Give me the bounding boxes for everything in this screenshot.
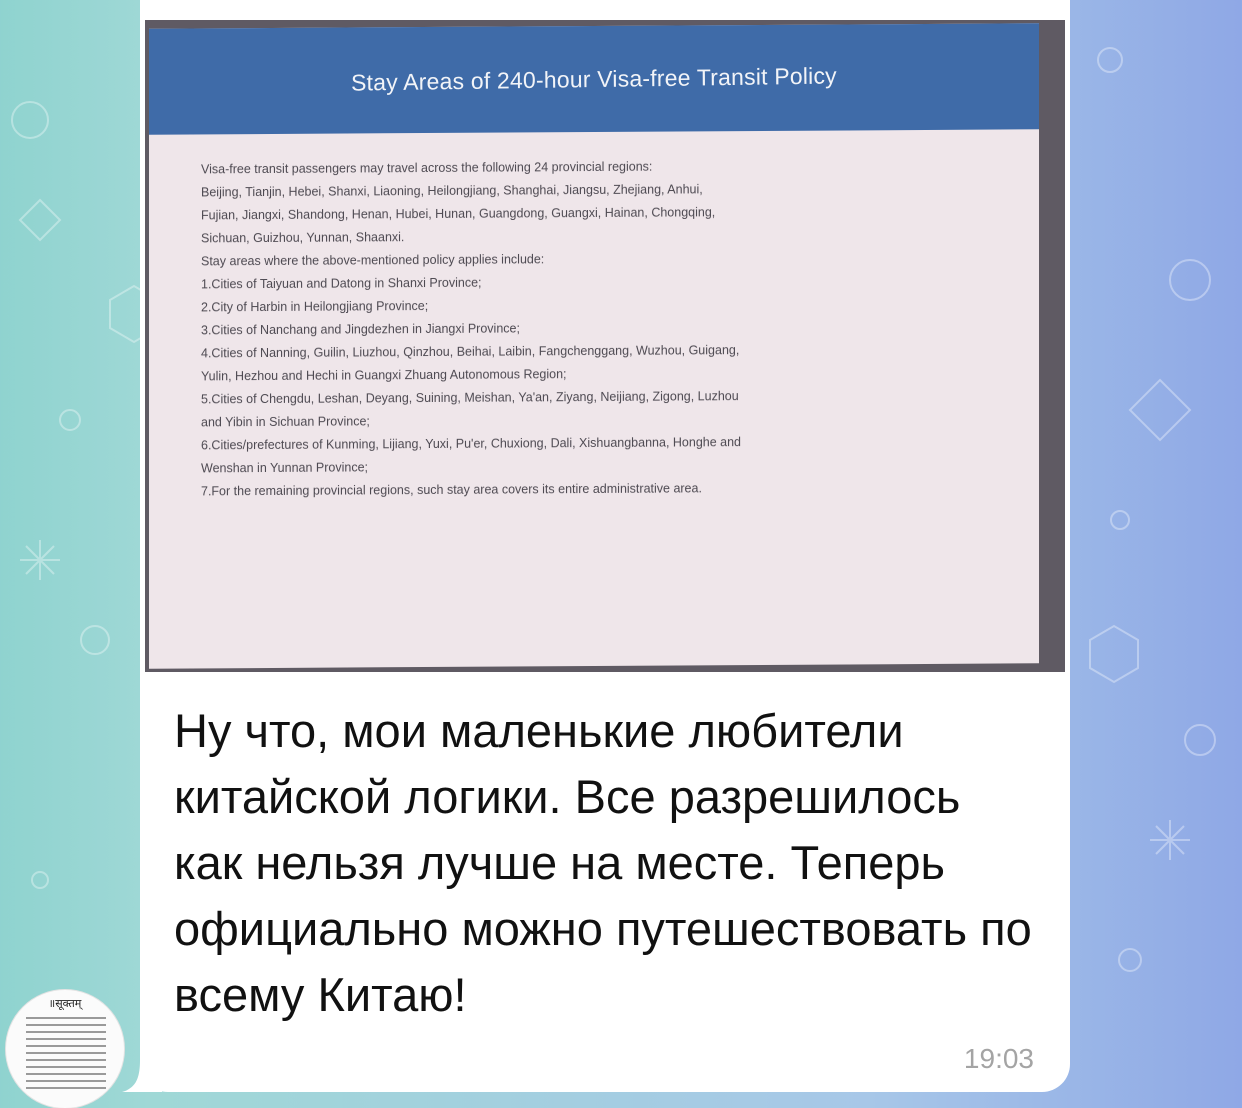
- card-line: Fujian, Jiangxi, Shandong, Henan, Hubei, Hunan, Guangdong, Guangxi, Hainan, Chongqing,: [201, 205, 716, 223]
- card-body: [201, 153, 1031, 503]
- card-line: Visa-free transit passengers may travel across the following 24 provincial regions:: [201, 159, 653, 177]
- card-line: Sichuan, Guizhou, Yunnan, Shaanxi.: [201, 230, 405, 246]
- card-line: 6.Cities/prefectures of Kunming, Lijiang, Yuxi, Pu'er, Chuxiong, Dali, Xishuangbanna, Honghe and: [201, 435, 741, 453]
- message-text: Ну что, мои маленькие любители китайской логики. Все разрешилось как нельзя лучше на месте. Теперь официально можно путешествовать по всему Китаю!: [174, 704, 1032, 1021]
- card-line: 7.For the remaining provincial regions, such stay area covers its entire administrative area.: [201, 481, 702, 499]
- message-photo[interactable]: [145, 20, 1065, 672]
- card-line: Wenshan in Yunnan Province;: [201, 460, 369, 476]
- avatar-title: ॥सूक्तम्: [48, 997, 82, 1010]
- card-line: Beijing, Tianjin, Hebei, Shanxi, Liaoning, Heilongjiang, Shanghai, Jiangsu, Zhejiang, Anhui,: [201, 182, 703, 200]
- card-line: 5.Cities of Chengdu, Leshan, Deyang, Suining, Meishan, Ya'an, Ziyang, Neijiang, Zigong, Luzhou: [201, 389, 739, 407]
- avatar-text-lines: [26, 1012, 106, 1094]
- avatar[interactable]: [6, 990, 124, 1108]
- card-line: Stay areas where the above-mentioned policy applies include:: [201, 252, 545, 269]
- card-line: 2.City of Harbin in Heilongjiang Province;: [201, 299, 429, 315]
- card-line: 4.Cities of Nanning, Guilin, Liuzhou, Qinzhou, Beihai, Laibin, Fangchenggang, Wuzhou, Guigang,: [201, 343, 740, 361]
- card-title: Stay Areas of 240-hour Visa-free Transit Policy: [350, 61, 838, 96]
- card-header: [149, 23, 1039, 134]
- card-line: and Yibin in Sichuan Province;: [201, 414, 370, 430]
- message-timestamp: 19:03: [963, 1043, 1034, 1074]
- card-line: Yulin, Hezhou and Hechi in Guangxi Zhuang Autonomous Region;: [201, 367, 567, 384]
- visa-policy-card: [149, 23, 1039, 668]
- card-line: 3.Cities of Nanchang and Jingdezhen in Jiangxi Province;: [201, 321, 520, 338]
- card-line: 1.Cities of Taiyuan and Datong in Shanxi Province;: [201, 275, 482, 292]
